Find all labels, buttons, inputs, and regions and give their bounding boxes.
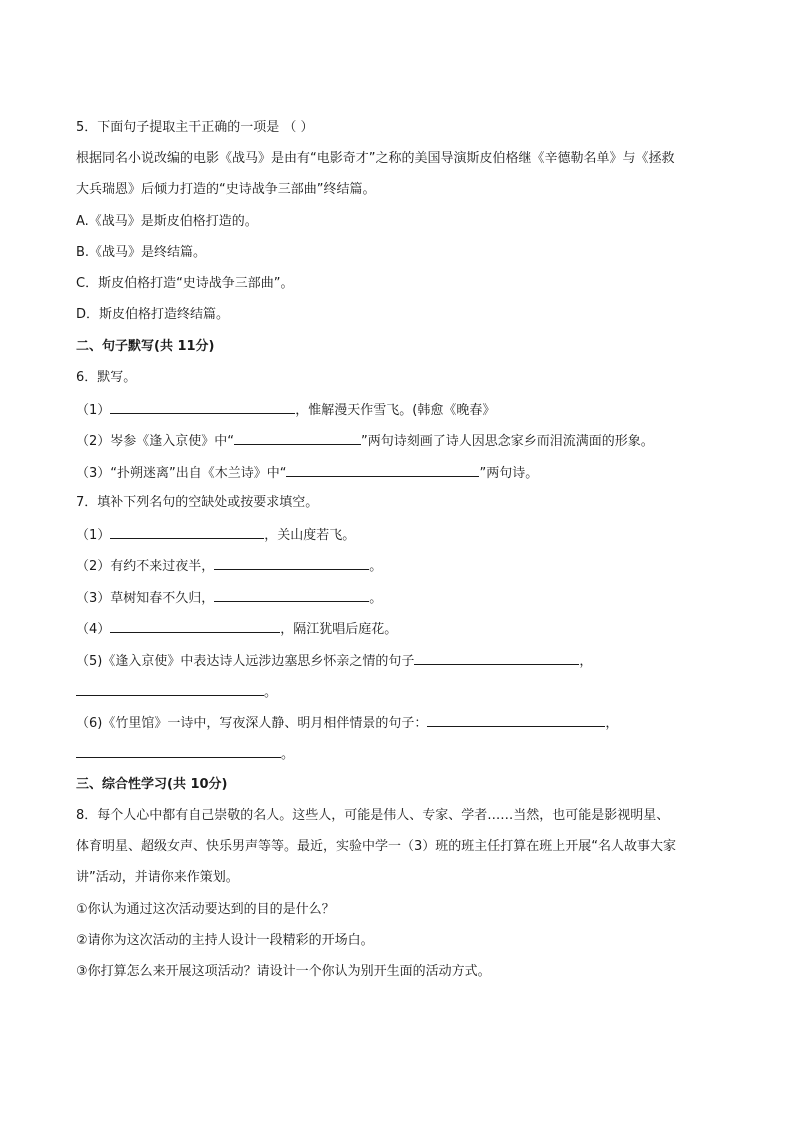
- q7-part-6-continued: [76, 743, 294, 763]
- q8-item-2: ②请你为这次活动的主持人设计一段精彩的开场白。: [76, 933, 374, 948]
- q5-option-d: D．斯皮伯格打造终结篇。: [76, 307, 230, 322]
- q7-part-6-end: 。: [281, 747, 295, 762]
- q7-part-5-blank-1[interactable]: [414, 650, 579, 665]
- q7-part-6-blank-2[interactable]: [76, 743, 281, 758]
- q6-part-3-blank[interactable]: [286, 462, 479, 477]
- q7-part-6-blank-1[interactable]: [427, 712, 605, 727]
- q7-part-6: [76, 712, 618, 732]
- q6-part-1-suffix: ，惟解漫天作雪飞。(韩愈《晚春》: [295, 403, 496, 418]
- q7-part-1-blank[interactable]: [110, 524, 264, 539]
- q7-part-1: [76, 524, 355, 544]
- q7-part-1-prefix: （1）: [76, 528, 111, 543]
- q6-part-1-blank[interactable]: [110, 399, 295, 414]
- q7-part-6-prefix: （6)《竹里馆》一诗中，写夜深人静、明月相伴情景的句子：: [76, 716, 428, 731]
- q6-part-3-suffix: ”两句诗。: [479, 466, 539, 481]
- q6-part-3-prefix: （3）“扑朔迷离”出自《木兰诗》中“: [76, 466, 287, 481]
- q5-stem: 5．下面句子提取主干正确的一项是 （ ）: [76, 120, 314, 135]
- q7-part-2-suffix: 。: [369, 559, 383, 574]
- q7-part-2-prefix: （2）有约不来过夜半，: [76, 559, 215, 574]
- q6-part-2-suffix: ”两句诗刻画了诗人因思念家乡而泪流满面的形象。: [361, 434, 654, 449]
- q5-option-b: B.《战马》是终结篇。: [76, 245, 207, 260]
- q7-part-3-blank[interactable]: [214, 587, 369, 602]
- q5-option-a: A.《战马》是斯皮伯格打造的。: [76, 214, 258, 229]
- q7-part-5-prefix: （5)《逢入京使》中表达诗人远涉边塞思乡怀亲之情的句子: [76, 654, 415, 669]
- q8-line-1: 8．每个人心中都有自己崇敬的名人。这些人，可能是伟人、专家、学者……当然，也可能是影视明星、: [76, 808, 670, 823]
- q7-part-4: [76, 618, 397, 638]
- q6-stem: 6．默写。: [76, 370, 137, 385]
- q7-stem: 7．填补下列名句的空缺处或按要求填空。: [76, 495, 319, 510]
- q7-part-4-blank[interactable]: [110, 618, 280, 633]
- q5-passage-line-1: 根据同名小说改编的电影《战马》是由有“电影奇才”之称的美国导演斯皮伯格继《辛德勒名单》与《拯救: [76, 151, 675, 166]
- section-2-heading: 二、句子默写(共 11分): [76, 339, 215, 354]
- q7-part-4-suffix: ，隔江犹唱后庭花。: [280, 622, 398, 637]
- q8-line-2: 体育明星、超级女声、快乐男声等等。最近，实验中学一（3）班的班主任打算在班上开展“名人故事大家: [76, 839, 677, 854]
- q6-part-3: [76, 462, 538, 482]
- q7-part-5-end: 。: [264, 685, 278, 700]
- q6-part-2: [76, 430, 654, 450]
- q7-part-5-comma: ，: [579, 654, 593, 669]
- q8-line-3: 讲”活动，并请你来作策划。: [76, 870, 239, 885]
- section-3-heading: 三、综合性学习(共 10分): [76, 777, 228, 792]
- q8-item-1: ①你认为通过这次活动要达到的目的是什么？: [76, 902, 335, 917]
- q7-part-5: [76, 650, 592, 670]
- q7-part-3-prefix: （3）草树知春不久归，: [76, 591, 215, 606]
- q5-passage-line-2: 大兵瑞恩》后倾力打造的“史诗战争三部曲”终结篇。: [76, 182, 376, 197]
- q7-part-6-comma: ，: [605, 716, 619, 731]
- q7-part-5-blank-2[interactable]: [76, 681, 264, 696]
- q7-part-2: [76, 555, 382, 575]
- q6-part-1: [76, 399, 495, 419]
- q7-part-3: [76, 587, 382, 607]
- q7-part-2-blank[interactable]: [214, 555, 369, 570]
- q6-part-2-blank[interactable]: [234, 430, 361, 445]
- q7-part-5-continued: [76, 681, 277, 701]
- q6-part-1-prefix: （1）: [76, 403, 111, 418]
- q5-option-c: C．斯皮伯格打造“史诗战争三部曲”。: [76, 276, 294, 291]
- q7-part-3-suffix: 。: [369, 591, 383, 606]
- q8-item-3: ③你打算怎么来开展这项活动？请设计一个你认为别开生面的活动方式。: [76, 964, 491, 979]
- q6-part-2-prefix: （2）岑参《逢入京使》中“: [76, 434, 235, 449]
- q7-part-4-prefix: （4）: [76, 622, 111, 637]
- q7-part-1-suffix: ，关山度若飞。: [264, 528, 356, 543]
